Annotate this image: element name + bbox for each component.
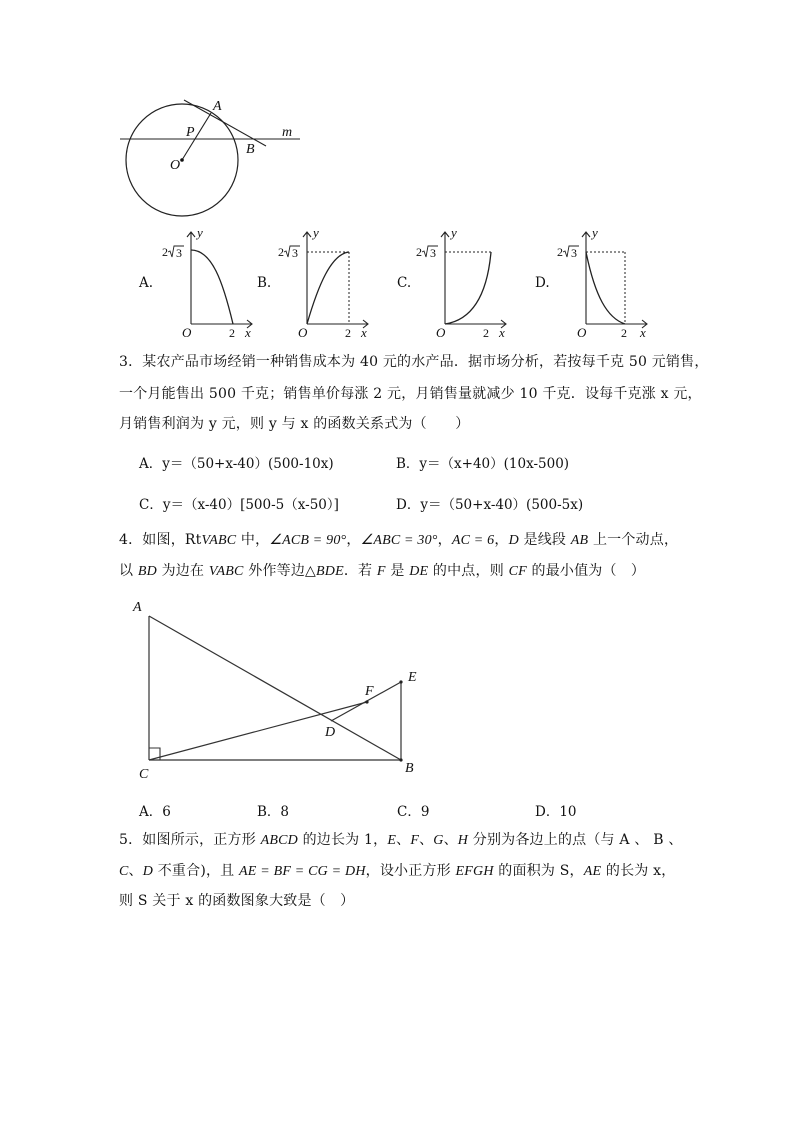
circle-figure xyxy=(110,92,310,220)
q4-line-2: 以 BD 为边在 VABC 外作等边△BDE．若 F 是 DE 的中点，则 CF 的最小值为（ ） xyxy=(119,563,646,579)
label-m: m xyxy=(282,125,293,140)
graph-c-y-tick-root: 3 xyxy=(430,246,436,260)
q5-line-3: 则 S 关于 x 的函数图象大致是（ ） xyxy=(119,893,355,909)
q3-option-d[interactable]: D．y＝（50+x-40）(500-5x) xyxy=(396,497,584,513)
label-tri-e: E xyxy=(408,670,417,685)
graph-c-x-tick: 2 xyxy=(483,326,489,338)
label-o: O xyxy=(170,158,181,173)
graph-c-y-label: y xyxy=(451,226,457,240)
graph-option-a-letter[interactable]: A. xyxy=(139,275,154,291)
graph-c-origin: O xyxy=(436,325,446,338)
graph-b-y-label: y xyxy=(313,226,319,240)
graph-b-y-tick-coef: 2 xyxy=(278,245,284,259)
q3-line-3: 月销售利润为 y 元，则 y 与 x 的函数关系式为（ ） xyxy=(119,416,470,432)
graph-option-a[interactable] xyxy=(160,226,260,338)
graph-option-b-letter[interactable]: B. xyxy=(257,275,272,291)
graph-a-x-tick: 2 xyxy=(229,326,235,338)
graph-d-y-tick-root: 3 xyxy=(571,246,577,260)
graph-a-y-label: y xyxy=(197,226,203,240)
q3-line-1: 3．某农产品市场经销一种销售成本为 40 元的水产品．据市场分析，若按每千克 50 元销售， xyxy=(119,354,709,370)
q4-option-a[interactable]: A．6 xyxy=(139,804,171,820)
curve-b xyxy=(307,252,349,324)
graph-d-x-label: x xyxy=(640,325,646,338)
graph-d-y-label: y xyxy=(592,226,598,240)
graph-b-y-tick-root: 3 xyxy=(292,246,298,260)
graph-d-y-tick-coef: 2 xyxy=(557,245,563,259)
graph-c-x-label: x xyxy=(499,325,505,338)
graph-option-b[interactable] xyxy=(276,226,376,338)
graph-option-c[interactable] xyxy=(414,226,514,338)
graph-b-x-label: x xyxy=(361,325,367,338)
q4-option-b[interactable]: B．8 xyxy=(257,804,290,820)
q5-line-1: 5．如图所示，正方形 ABCD 的边长为 1，E、F、G、H 分别为各边上的点（与 A 、 B 、 xyxy=(119,832,683,848)
label-tri-a: A xyxy=(133,600,142,615)
graph-b-x-tick: 2 xyxy=(345,326,351,338)
q4-line-1: 4．如图，RtVABC 中，∠ACB = 90°，∠ABC = 30°，AC = 6，D 是线段 AB 上一个动点， xyxy=(119,532,679,548)
q3-line-2: 一个月能售出 500 千克；销售单价每涨 2 元，月销售量就减少 10 千克．设每千克涨 x 元， xyxy=(119,386,702,402)
graph-a-x-label: x xyxy=(245,325,251,338)
graph-d-x-tick: 2 xyxy=(621,326,627,338)
graph-a-origin: O xyxy=(182,325,192,338)
label-p: P xyxy=(186,125,195,140)
curve-d xyxy=(586,252,625,324)
graph-c-y-tick-coef: 2 xyxy=(416,245,422,259)
q3-option-c[interactable]: C．y＝（x-40）[500-5（x-50）] xyxy=(139,497,339,513)
curve-a xyxy=(191,250,233,324)
triangle-figure xyxy=(125,592,435,788)
label-tri-c: C xyxy=(139,767,149,782)
q4-option-c[interactable]: C．9 xyxy=(397,804,430,820)
label-b: B xyxy=(246,142,255,157)
graph-option-d[interactable] xyxy=(555,226,655,338)
graph-a-y-tick-coef: 2 xyxy=(162,245,168,259)
graph-option-c-letter[interactable]: C. xyxy=(397,275,412,291)
curve-c xyxy=(445,252,491,324)
label-tri-d: D xyxy=(325,725,336,740)
label-tri-f: F xyxy=(365,684,374,699)
q3-option-b[interactable]: B．y＝（x+40）(10x-500) xyxy=(396,456,570,472)
q5-line-2: C、D 不重合)，且 AE = BF = CG = DH，设小正方形 EFGH 的面积为 S，AE 的长为 x， xyxy=(119,863,676,879)
label-tri-b: B xyxy=(405,761,414,776)
segment-ab xyxy=(149,616,401,760)
graph-b-origin: O xyxy=(298,325,308,338)
graph-d-origin: O xyxy=(577,325,587,338)
graph-a-y-tick-root: 3 xyxy=(176,246,182,260)
point-o xyxy=(180,158,184,162)
q4-option-d[interactable]: D．10 xyxy=(535,804,577,820)
label-a: A xyxy=(213,99,222,114)
graph-option-d-letter[interactable]: D. xyxy=(535,275,550,291)
q3-option-a[interactable]: A．y＝（50+x-40）(500-10x) xyxy=(139,456,334,472)
